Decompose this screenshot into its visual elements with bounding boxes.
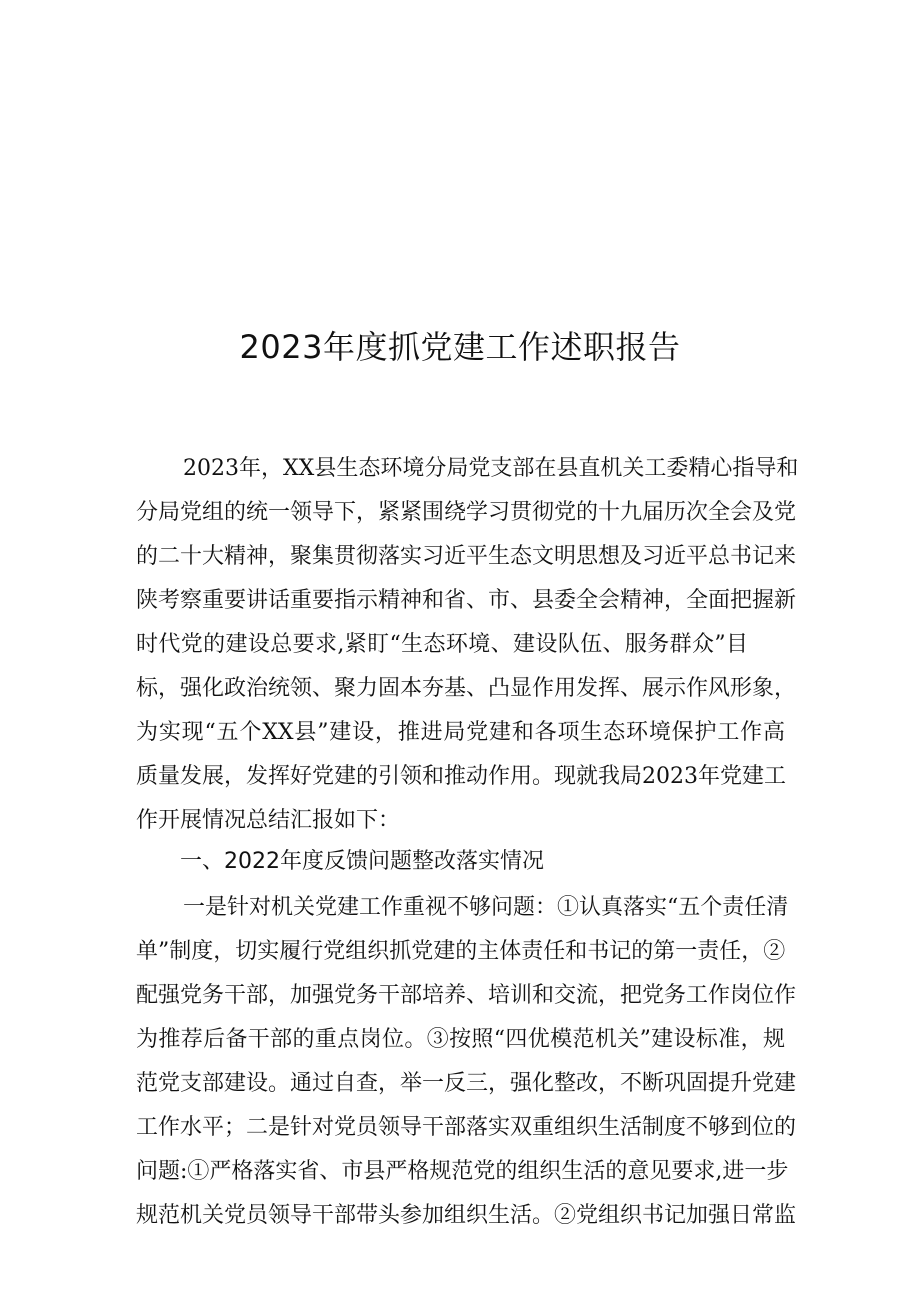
section-1-heading: 一、2022年度反馈问题整改落实情况 bbox=[180, 849, 544, 874]
section-1-line-3: 配强党务干部，加强党务干部培养、培训和交流，把党务工作岗位作 bbox=[136, 983, 797, 1008]
section-1-line-7: 问题:①严格落实省、市县严格规范党的组织生活的意见要求,进一步 bbox=[136, 1159, 789, 1184]
section-1-line-2: 单”制度，切实履行党组织抓党建的主体责任和书记的第一责任，② bbox=[136, 939, 786, 964]
section-1-line-5: 范党支部建设。通过自查，举一反三，强化整改，不断巩固提升党建 bbox=[136, 1071, 797, 1096]
intro-line-7: 为实现“五个XX县”建设，推进局党建和各项生态环境保护工作高 bbox=[136, 720, 785, 745]
intro-line-3: 的二十大精神，聚集贯彻落实习近平生态文明思想及习近平总书记来 bbox=[136, 544, 797, 569]
section-1-line-1: 一是针对机关党建工作重视不够问题：①认真落实“五个责任清 bbox=[183, 895, 789, 920]
intro-line-5: 时代党的建设总要求,紧盯“生态环境、建设队伍、服务群众”目 bbox=[136, 632, 748, 657]
intro-line-4: 陕考察重要讲话重要指示精神和省、市、县委全会精神，全面把握新 bbox=[136, 588, 797, 613]
section-1-line-4: 为推荐后备干部的重点岗位。③按照“四优模范机关”建设标准，规 bbox=[136, 1027, 785, 1052]
intro-line-9: 作开展情况总结汇报如下： bbox=[136, 808, 401, 833]
intro-line-1: 2023年，XX县生态环境分局党支部在县直机关工委精心指导和 bbox=[183, 456, 799, 481]
document-title: 2023年度抓党建工作述职报告 bbox=[239, 328, 681, 366]
intro-line-8: 质量发展，发挥好党建的引领和推动作用。现就我局2023年党建工 bbox=[136, 764, 786, 789]
section-1-line-8: 规范机关党员领导干部带头参加组织生活。②党组织书记加强日常监 bbox=[136, 1203, 797, 1228]
intro-line-6: 标，强化政治统领、聚力固本夯基、凸显作用发挥、展示作风形象， bbox=[136, 676, 797, 701]
intro-line-2: 分局党组的统一领导下，紧紧围绕学习贯彻党的十九届历次全会及党 bbox=[136, 500, 797, 525]
section-1-line-6: 工作水平；二是针对党员领导干部落实双重组织生活制度不够到位的 bbox=[136, 1115, 797, 1140]
